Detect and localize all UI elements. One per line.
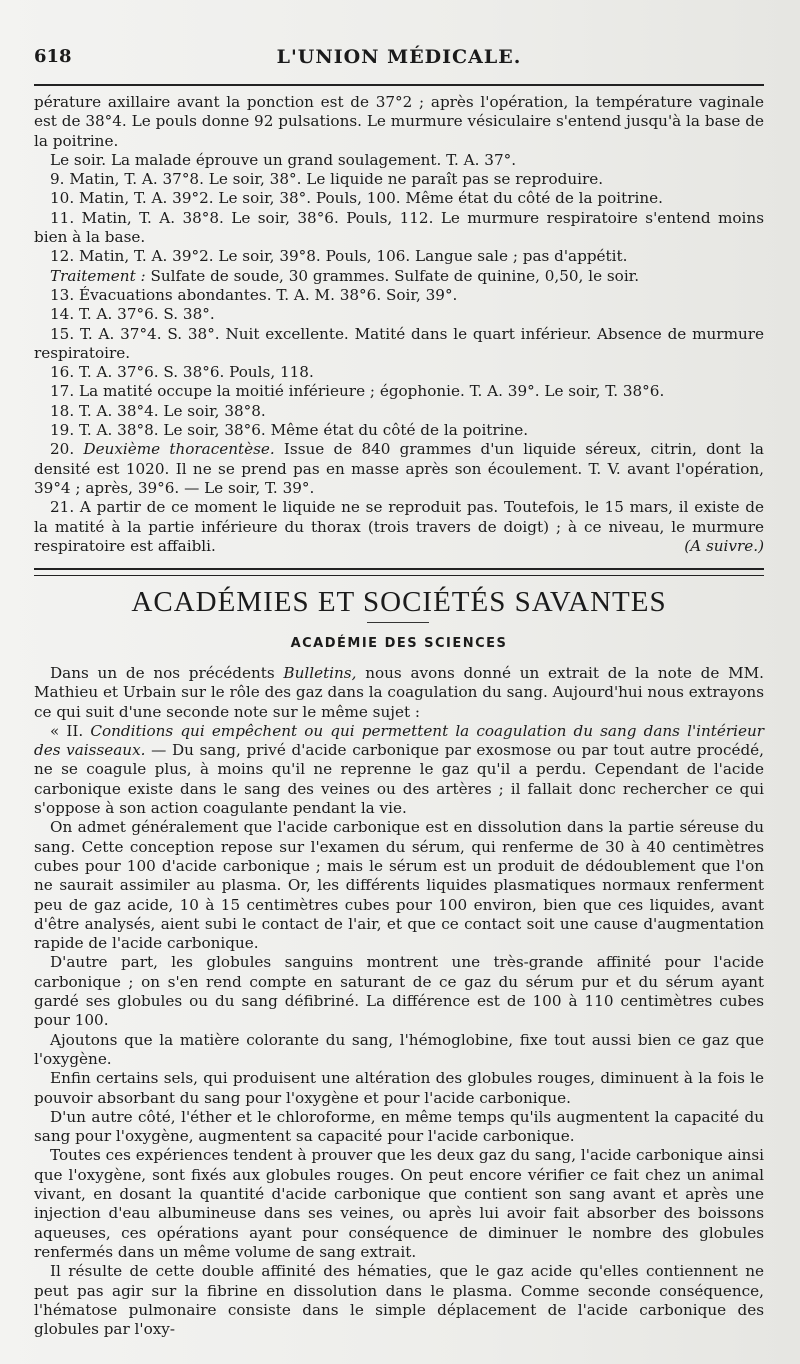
treatment-line	[34, 267, 764, 286]
evening-note: Le soir. La malade éprouve un grand soulagement. T. A. 37°.	[50, 150, 517, 169]
section-title: ACADÉMIES ET SOCIÉTÉS SAVANTES	[131, 586, 667, 618]
part-two-heading: Conditions qui empêchent ou qui permettent la coagulation du sang dans l'intérieur des vaisseaux.	[34, 721, 764, 760]
case-report-continuation	[34, 93, 764, 556]
subsection-title: ACADÉMIE DES SCIENCES	[290, 636, 508, 651]
day-entry: 18. T. A. 38°4. Le soir, 38°8.	[50, 401, 266, 420]
entry-italic-heading: Deuxième thoracentèse.	[83, 440, 275, 459]
part-two-open: « II.	[50, 721, 91, 740]
body-paragraph: D'autre part, les globules sanguins montrent une très-grande affinité pour l'acide carbonique ; on s'en rend compte en saturant de ce gaz du sérum pur et du sérum ayant gardé ses globules ou du sang défibriné. La différence est de 100 à 110 centimètres cubes pour 100.	[34, 953, 764, 1030]
intro-italic: Bulletins,	[283, 664, 357, 682]
day-entry-20	[34, 440, 764, 498]
continued-paragraph: pérature axillaire avant la ponction est de 37°2 ; après l'opération, la température vaginale est de 38°4. Le pouls donne 92 pulsations. Le murmure vésiculaire s'entend jusqu'à la base de la poitrine.	[34, 93, 764, 150]
day-entry: 14. T. A. 37°6. S. 38°.	[50, 305, 215, 324]
title-rule	[367, 622, 429, 623]
treatment-text: Sulfate de soude, 30 grammes. Sulfate de quinine, 0,50, le soir.	[145, 266, 640, 285]
page-header	[34, 46, 764, 70]
academy-report	[34, 664, 764, 1339]
body-paragraph: D'un autre côté, l'éther et le chloroforme, en même temps qu'ils augmentent la capacité du sang pour l'oxygène, augmentent sa capacité pour l'acide carbonique.	[34, 1107, 764, 1146]
intro-text-cont: nous avons donné un extrait de la note de MM. Mathieu et Urbain sur le rôle des gaz dans la coagulation du sang. Aujourd'hui nous extrayons ce qui suit d'une seconde note sur le même sujet :	[34, 664, 764, 721]
day-entry: 16. T. A. 37°6. S. 38°6. Pouls, 118.	[50, 363, 314, 382]
day-entry-21	[34, 498, 764, 556]
day-entry: 19. T. A. 38°8. Le soir, 38°6. Même état du côté de la poitrine.	[50, 421, 529, 440]
day-entry: 10. Matin, T. A. 39°2. Le soir, 38°. Pouls, 100. Même état du côté de la poitrine.	[50, 189, 663, 208]
day-entry: 13. Évacuations abondantes. T. A. M. 38°6. Soir, 39°.	[50, 285, 458, 304]
section-divider	[34, 568, 764, 576]
day-entry: 17. La matité occupe la moitié inférieure ; égophonie. T. A. 39°. Le soir, T. 38°6.	[50, 382, 665, 401]
entry-text: 21. A partir de ce moment le liquide ne se reproduit pas. Toutefois, le 15 mars, il existe de la matité à la partie inférieure du thorax (trois travers de doigt) ; à ce niveau, le murmure respiratoire est affaibli.	[34, 498, 764, 555]
treatment-label: Traitement :	[50, 266, 146, 285]
intro-text: Dans un de nos précédents	[50, 664, 284, 682]
body-paragraph: Ajoutons que la matière colorante du sang, l'hémoglobine, fixe tout aussi bien ce gaz que l'oxygène.	[34, 1030, 764, 1068]
journal-title: L'UNION MÉDICALE.	[276, 46, 522, 68]
header-rule	[34, 84, 764, 86]
day-entry: 15. T. A. 37°4. S. 38°. Nuit excellente. Matité dans le quart inférieur. Absence de murmure respiratoire.	[34, 324, 764, 362]
day-entry: 9. Matin, T. A. 37°8. Le soir, 38°. Le liquide ne paraît pas se reproduire.	[50, 170, 604, 189]
part-two-text: — Du sang, privé d'acide carbonique par exosmose ou par tout autre procédé, ne se coagule plus, à moins qu'il ne reprenne le gaz qu'il a perdu. Cependant de l'acide carbonique existe dans le sang des veines ou des artères ; il fallait donc rechercher ce qui s'oppose à son action coagulante pendant la vie.	[34, 741, 764, 818]
body-paragraph: On admet généralement que l'acide carbonique est en dissolution dans la partie séreuse du sang. Cette conception repose sur l'examen du sérum, qui renferme de 30 à 40 centimètres cubes pour 100 d'acide carbonique ; mais le sérum est un produit de dédoublement que l'on ne saurait assimiler au plasma. Or, les différents liquides plasmatiques normaux renferment peu de gaz acide, 10 à 15 centimètres cubes pour 100 environ, bien que ces liquides, avant d'être analysés, aient subi le contact de l'air, et que ce contact soit une cause d'augmentation rapide de l'acide carbonique.	[34, 818, 764, 953]
a-suivre: (A suivre.)	[684, 536, 764, 555]
page-number: 618	[34, 46, 72, 67]
intro-paragraph	[34, 664, 764, 722]
body-paragraph: Enfin certains sels, qui produisent une altération des globules rouges, diminuent à la fois le pouvoir absorbant du sang pour l'oxygène et pour l'acide carbonique.	[34, 1069, 764, 1107]
part-two-paragraph	[34, 722, 764, 818]
to-be-continued	[668, 537, 764, 556]
body-paragraph: Il résulte de cette double affinité des hématies, que le gaz acide qu'elles contiennent ne peut pas agir sur la fibrine en dissolution dans le plasma. Comme seconde conséquence, l'hématose pulmonaire consiste dans le simple déplacement de l'acide carbonique des globules par l'oxy-	[34, 1262, 764, 1339]
entry-number: 20.	[50, 440, 75, 459]
entry-text: Issue de 840 grammes d'un liquide séreux, citrin, dont la densité est 1020. Il ne se prend pas en masse après son écoulement. T. V. avant l'opération, 39°4 ; après, 39°6. — Le soir, T. 39°.	[34, 440, 764, 497]
day-entry: 12. Matin, T. A. 39°2. Le soir, 39°8. Pouls, 106. Langue sale ; pas d'appétit.	[50, 247, 628, 266]
day-entry: 11. Matin, T. A. 38°8. Le soir, 38°6. Pouls, 112. Le murmure respiratoire s'entend moins bien à la base.	[34, 208, 764, 247]
body-paragraph: Toutes ces expériences tendent à prouver que les deux gaz du sang, l'acide carbonique ainsi que l'oxygène, sont fixés aux globules rouges. On peut encore vérifier ce fait chez un animal vivant, en dosant la quantité d'acide carbonique que contient son sang avant et après une injection d'eau albumineuse dans ses veines, ou après lui avoir fait absorber des boissons aqueuses, ces opérations ayant pour conséquence de diminuer le nombre des globules renfermés dans un même volume de sang extrait.	[34, 1146, 764, 1261]
